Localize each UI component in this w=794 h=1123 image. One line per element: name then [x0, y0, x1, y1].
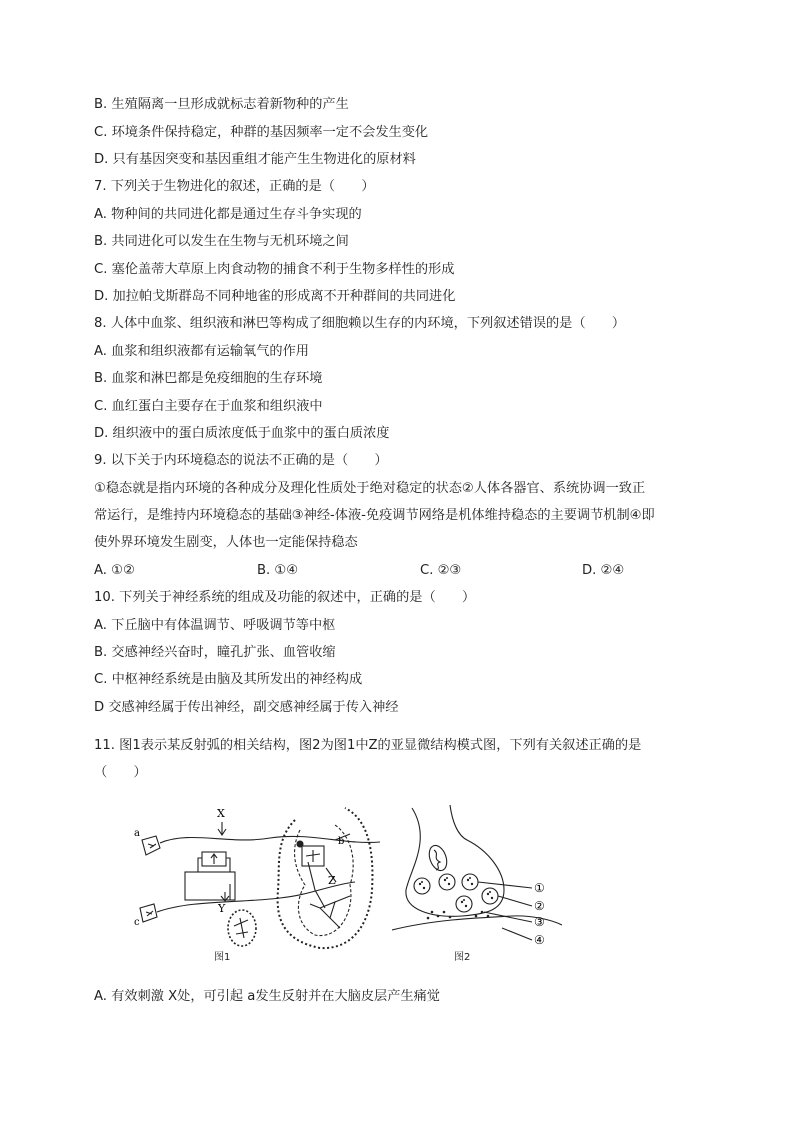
label-c: c [134, 917, 140, 928]
vesicle [482, 888, 498, 904]
q7-option-a: A. 物种间的共同进化都是通过生存斗争实现的 [94, 207, 362, 222]
q7-stem: 7. 下列关于生物进化的叙述，正确的是（ ） [94, 179, 375, 194]
q8-option-c: C. 血红蛋白主要存在于血浆和组织液中 [94, 399, 323, 414]
q9-option-c: C. ②③ [420, 563, 462, 578]
label-3: ③ [534, 915, 545, 929]
q9-option-a: A. ①② [94, 563, 135, 578]
q10-option-c: C. 中枢神经系统是由脑及其所发出的神经构成 [94, 672, 363, 687]
vesicle [439, 874, 455, 890]
q9-body-line3: 使外界环境发生剧变，人体也一定能保持稳态 [94, 535, 358, 550]
vesicle [414, 878, 430, 894]
q9-body-line2: 常运行，是维持内环境稳态的基础③神经-体液-免疫调节网络是机体维持稳态的主要调节机制④即 [94, 508, 655, 523]
upper-nerve-fiber [160, 836, 380, 843]
q7-option-d: D. 加拉帕戈斯群岛不同种地雀的形成离不开种群间的共同进化 [94, 289, 456, 304]
figure1-caption: 图1 [214, 952, 231, 963]
q11-stem-line1: 11. 图1表示某反射弧的相关结构，图2为图1中Z的亚显微结构模式图，下列有关叙述正确的是 [94, 738, 642, 753]
q10-option-d: D 交感神经属于传出神经，副交感神经属于传入神经 [94, 700, 399, 715]
q9-option-d: D. ②④ [582, 563, 625, 578]
q9-stem: 9. 以下关于内环境稳态的说法不正确的是（ ） [94, 453, 388, 468]
q8-option-d: D. 组织液中的蛋白质浓度低于血浆中的蛋白质浓度 [94, 426, 390, 441]
label-2: ② [534, 899, 545, 913]
x-arrow [218, 822, 226, 835]
vesicle [462, 874, 478, 890]
q8-stem: 8. 人体中血浆、组织液和淋巴等构成了细胞赖以生存的内环境，下列叙述错误的是（ ） [94, 316, 626, 331]
leader-4 [502, 928, 532, 940]
q6-option-d: D. 只有基因突变和基因重组才能产生生物进化的原材料 [94, 152, 416, 167]
label-4: ④ [534, 933, 545, 947]
label-a: a [134, 828, 140, 839]
q10-stem: 10. 下列关于神经系统的组成及功能的叙述中，正确的是（ ） [94, 590, 476, 605]
q11-option-a: A. 有效刺激 X处，可引起 a发生反射并在大脑皮层产生痛觉 [94, 989, 440, 1004]
figure2-synapse [392, 800, 562, 950]
presynaptic-terminal [406, 805, 504, 916]
q9-body-line1: ①稳态就是指内环境的各种成分及理化性质处于绝对稳定的状态②人体各器官、系统协调一致正 [94, 481, 646, 496]
q7-option-c: C. 塞伦盖蒂大草原上肉食动物的捕食不利于生物多样性的形成 [94, 262, 455, 277]
q10-option-a: A. 下丘脑中有体温调节、呼吸调节等中枢 [94, 618, 336, 633]
spinal-cord-outline [278, 808, 373, 948]
figure1-reflex-arc [130, 800, 380, 965]
q6-option-c: C. 环境条件保持稳定，种群的基因频率一定不会发生变化 [94, 125, 429, 140]
vesicle [456, 896, 472, 912]
leader-2 [498, 896, 532, 906]
label-x: X [217, 807, 225, 820]
figure2-caption: 图2 [454, 952, 471, 963]
label-y: Y [218, 902, 226, 915]
label-1: ① [534, 881, 545, 895]
q6-option-b: B. 生殖隔离一旦形成就标志着新物种的产生 [94, 97, 349, 112]
q8-option-a: A. 血浆和组织液都有运输氧气的作用 [94, 344, 309, 359]
q7-option-b: B. 共同进化可以发生在生物与无机环境之间 [94, 234, 349, 249]
q9-option-b: B. ①④ [257, 563, 299, 578]
leader-1 [478, 882, 532, 888]
label-z: Z [328, 874, 336, 887]
q8-option-b: B. 血浆和淋巴都是免疫细胞的生存环境 [94, 371, 323, 386]
label-b: b [338, 836, 345, 847]
q10-option-b: B. 交感神经兴奋时，瞳孔扩张、血管收缩 [94, 645, 336, 660]
q11-stem-line2: （ ） [94, 765, 147, 780]
recording-box [185, 872, 235, 900]
